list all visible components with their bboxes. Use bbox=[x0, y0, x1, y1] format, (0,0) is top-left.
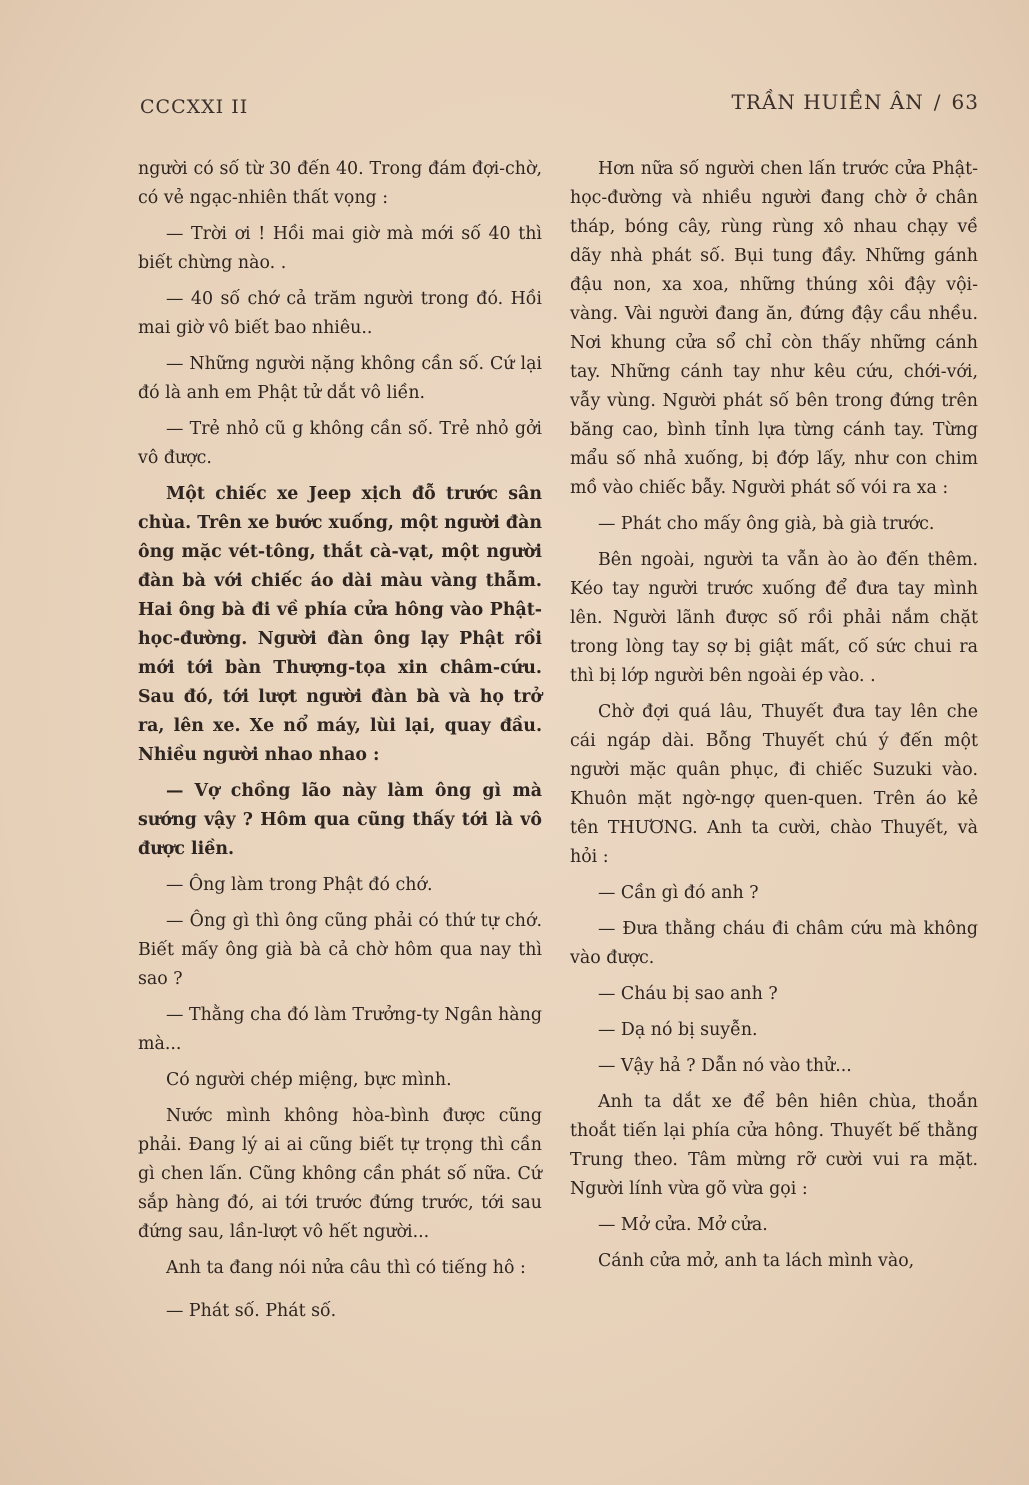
dialogue-line: — Vậy hả ? Dẫn nó vào thử... bbox=[598, 1056, 852, 1076]
dialogue-line: — Ông gì thì ông cũng phải có thứ tự chớ. Biết mấy ông già bà cả chờ hôm qua nay thì sao ? bbox=[138, 911, 542, 989]
paragraph: Một chiếc xe Jeep xịch đỗ trước sân chùa. Trên xe bước xuống, một người đàn ông mặc vét-tông, thắt cà-vạt, một người đàn bà với chiếc áo dài màu vàng thẫm. Hai ông bà đi về phía cửa hông vào Phật-học-đường. Người đàn ông lạy Phật rồi mới tới bàn Thượng-tọa xin châm-cứu. Sau đó, tới lượt người đàn bà và họ trở ra, lên xe. Xe nổ máy, lùi lại, quay đầu. Nhiều người nhao nhao : bbox=[138, 484, 542, 765]
paragraph: Bên ngoài, người ta vẫn ào ào đến thêm. Kéo tay người trước xuống để đưa tay mình lên. Người lãnh được số rồi phải nắm chặt trong lòng tay sợ bị giật mất, cố sức chui ra thì bị lớp người bên ngoài ép vào. . bbox=[570, 550, 978, 686]
paragraph: người có số từ 30 đến 40. Trong đám đợi-chờ, có vẻ ngạc-nhiên thất vọng : bbox=[138, 159, 542, 208]
running-header-left: CCCXXI II bbox=[140, 96, 249, 118]
paragraph: Cánh cửa mở, anh ta lách mình vào, bbox=[598, 1251, 915, 1271]
header-author: TRẦN HUIỀN ÂN bbox=[731, 90, 924, 114]
paragraph: Anh ta đang nói nửa câu thì có tiếng hô : bbox=[166, 1258, 526, 1278]
dialogue-line: — Đưa thằng cháu đi châm cứu mà không vào được. bbox=[570, 919, 978, 968]
dialogue-line: — Vợ chồng lão này làm ông gì mà sướng vậy ? Hôm qua cũng thấy tới là vô được liền. bbox=[138, 781, 542, 859]
dialogue-line: — Phát cho mấy ông già, bà già trước. bbox=[598, 514, 935, 534]
left-column bbox=[138, 155, 542, 1333]
dialogue-line: — Ông làm trong Phật đó chớ. bbox=[166, 875, 433, 895]
dialogue-line: — Dạ nó bị suyễn. bbox=[598, 1020, 758, 1040]
dialogue-line: — Cần gì đó anh ? bbox=[598, 883, 759, 903]
dialogue-line: — Phát số. Phát số. bbox=[166, 1301, 337, 1321]
dialogue-line: — Trời ơi ! Hồi mai giờ mà mới số 40 thì biết chừng nào. . bbox=[138, 224, 542, 273]
paragraph: Anh ta dắt xe để bên hiên chùa, thoắn thoắt tiến lại phía cửa hông. Thuyết bế thằng Trung theo. Tâm mừng rỡ cười vui ra mặt. Người lính vừa gõ vừa gọi : bbox=[570, 1092, 978, 1199]
right-column bbox=[570, 155, 978, 1283]
dialogue-line: — 40 số chớ cả trăm người trong đó. Hồi mai giờ vô biết bao nhiêu.. bbox=[138, 289, 542, 338]
dialogue-line: — Cháu bị sao anh ? bbox=[598, 984, 778, 1004]
running-header-right bbox=[732, 90, 980, 114]
paragraph: Nước mình không hòa-bình được cũng phải. Đang lý ai ai cũng biết tự trọng thì cần gì chen lấn. Cũng không cần phát số nữa. Cứ sắp hàng đó, ai tới trước đứng trước, tới sau đứng sau, lần-lượt vô hết người... bbox=[138, 1106, 542, 1242]
paragraph: Chờ đợi quá lâu, Thuyết đưa tay lên che cái ngáp dài. Bỗng Thuyết chú ý đến một người mặc quân phục, đi chiếc Suzuki vào. Khuôn mặt ngờ-ngợ quen-quen. Trên áo kẻ tên THƯƠNG. Anh ta cười, chào Thuyết, và hỏi : bbox=[570, 702, 978, 867]
paragraph: Có người chép miệng, bực mình. bbox=[166, 1070, 452, 1090]
page-number: 63 bbox=[951, 90, 979, 114]
dialogue-line: — Mở cửa. Mở cửa. bbox=[598, 1215, 768, 1235]
paragraph: Hơn nữa số người chen lấn trước cửa Phật-học-đường và nhiều người đang chờ ở chân tháp, bóng cây, rùng rùng xô nhau chạy về dãy nhà phát số. Bụi tung đầy. Những gánh đậu non, xa xoa, những thúng xôi đậy vội-vàng. Vài người đang ăn, đứng đậy cầu nhều. Nơi khung cửa sổ chỉ còn thấy những cánh tay. Những cánh tay như kêu cứu, chới-với, vẫy vùng. Người phát số bên trong đứng trên băng cao, bình tỉnh lựa từng cánh tay. Từng mẩu số nhả xuống, bị đớp lấy, như con chim mồ vào chiếc bẫy. Người phát số vói ra xa : bbox=[570, 159, 978, 498]
dialogue-line: — Trẻ nhỏ cũ g không cần số. Trẻ nhỏ gởi vô được. bbox=[138, 419, 542, 468]
header-separator: / bbox=[933, 90, 942, 114]
dialogue-line: — Những người nặng không cần số. Cứ lại đó là anh em Phật tử dắt vô liền. bbox=[138, 354, 542, 403]
dialogue-line: — Thằng cha đó làm Trưởng-ty Ngân hàng mà... bbox=[138, 1005, 542, 1054]
